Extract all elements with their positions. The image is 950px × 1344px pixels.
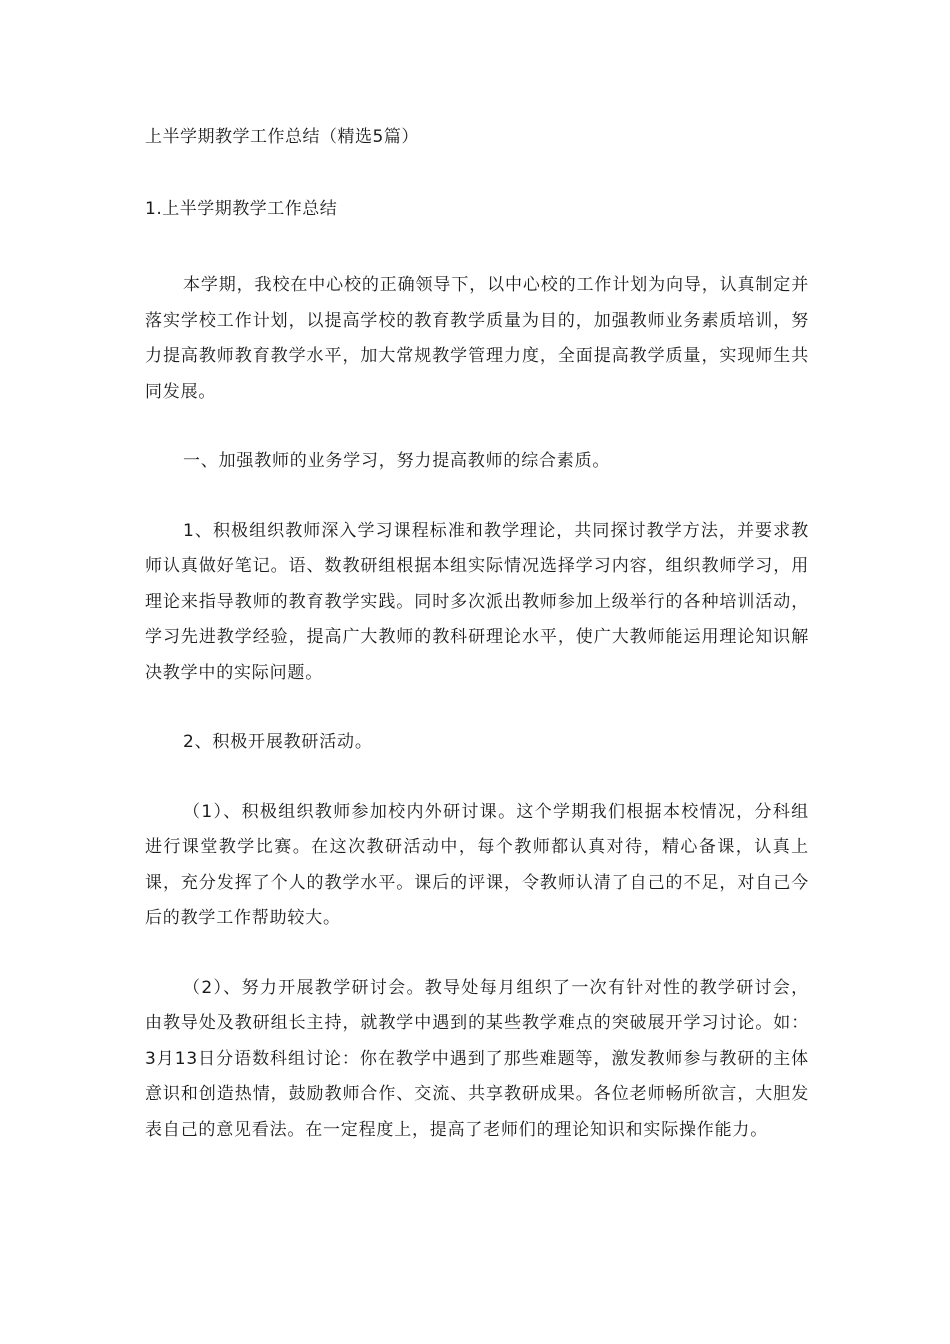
intro-paragraph: 本学期，我校在中心校的正确领导下，以中心校的工作计划为向导，认真制定并落实学校工作计划，以提高学校的教育教学质量为目的，加强教师业务素质培训，努力提高教师教育教学水平，加大常规教学管理力度，全面提高教学质量，实现师生共同发展。	[145, 275, 809, 402]
subitem-paragraph-1: （1）、积极组织教师参加校内外研讨课。这个学期我们根据本校情况，分科组进行课堂教学比赛。在这次教研活动中，每个教师都认真对待，精心备课，认真上课，充分发挥了个人的教学水平。课后的评课，令教师认清了自己的不足，对自己今后的教学工作帮助较大。	[145, 801, 809, 928]
document-title: 上半学期教学工作总结（精选5篇）	[145, 127, 419, 147]
item-paragraph-2: 2、积极开展教研活动。	[183, 732, 373, 752]
item-paragraph-1: 1、积极组织教师深入学习课程标准和教学理论，共同探讨教学方法，并要求教师认真做好笔记。语、数教研组根据本组实际情况选择学习内容，组织教师学习，用理论来指导教师的教育教学实践。同时多次派出教师参加上级举行的各种培训活动，学习先进教学经验，提高广大教师的教科研理论水平，使广大教师能运用理论知识解决教学中的实际问题。	[145, 520, 809, 683]
subitem-paragraph-2: （2）、努力开展教学研讨会。教导处每月组织了一次有针对性的教学研讨会，由教导处及教研组长主持，就教学中遇到的某些教学难点的突破展开学习讨论。如：3月13日分语数科组讨论：你在教学中遇到了那些难题等，激发教师参与教研的主体意识和创造热情，鼓励教师合作、交流、共享教研成果。各位老师畅所欲言，大胆发表自己的意见看法。在一定程度上，提高了老师们的理论知识和实际操作能力。	[145, 977, 809, 1140]
heading-paragraph-1: 一、加强教师的业务学习，努力提高教师的综合素质。	[183, 451, 611, 471]
document-body	[145, 122, 809, 1148]
section-title: 1.上半学期教学工作总结	[145, 199, 338, 219]
